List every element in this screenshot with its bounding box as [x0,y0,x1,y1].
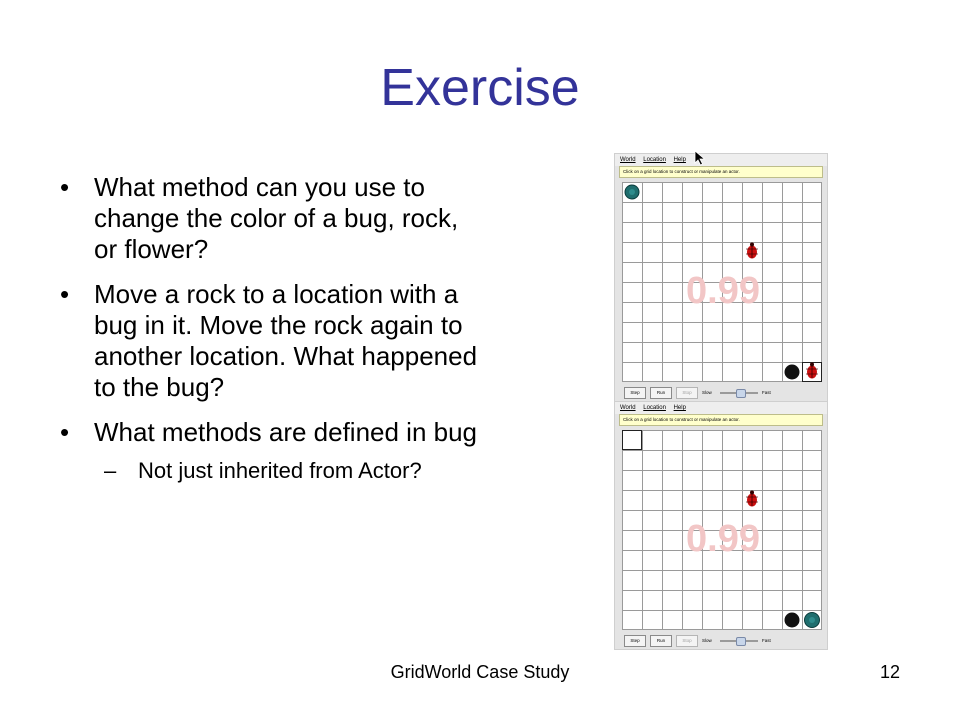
rock-icon[interactable] [785,613,800,628]
bullet-text: What method can you use to change the color of a bug, rock, or flower? [94,172,459,264]
menu-world[interactable]: World [620,157,636,163]
page-number: 12 [879,662,900,682]
stop-button[interactable]: Stop [676,635,698,647]
sub-bullet-text: Not just inherited from Actor? [138,458,422,483]
step-button[interactable]: Step [624,387,646,399]
sub-bullet-item [60,458,480,484]
footer-title: GridWorld Case Study [390,662,570,682]
bug-icon[interactable] [803,363,822,382]
grid-panel[interactable] [622,182,822,382]
slow-label: Slow [702,390,712,395]
run-button[interactable]: Run [650,635,672,647]
menu-location[interactable]: Location [643,405,666,411]
flower-icon[interactable] [805,613,820,628]
run-button[interactable]: Run [650,387,672,399]
bug-icon[interactable] [746,243,758,259]
gridworld-window-after [614,401,828,650]
watermark: 0.99 [686,518,760,560]
bullet-list [60,172,480,484]
control-bar [615,387,827,401]
bug-icon[interactable] [746,491,758,507]
selected-cell[interactable] [623,431,642,450]
bullet-text: What methods are defined in bug [94,417,478,447]
watermark: 0.99 [686,270,760,312]
speed-slider-knob[interactable] [736,389,746,398]
bullet-symbol: • [60,417,70,447]
bullet-symbol: • [60,279,70,309]
flower-icon[interactable] [625,185,639,199]
stop-button[interactable]: Stop [676,387,698,399]
bullet-item [60,279,480,403]
speed-slider-knob[interactable] [736,637,746,646]
bullet-text: Move a rock to a location with a bug in it. Move the rock again to another location. What happened to the bug? [94,279,478,402]
bullet-item [60,172,480,265]
menu-help[interactable]: Help [673,405,686,411]
control-bar [615,635,827,649]
mouse-cursor-icon [694,150,706,166]
message-bar: Click on a grid location to construct or manipulate an actor. [619,414,823,426]
gridworld-window-before [614,153,828,402]
grid-panel[interactable] [622,430,822,630]
step-button[interactable]: Step [624,635,646,647]
bullet-item [60,417,480,448]
slide-title: Exercise [380,59,580,117]
fast-label: Fast [762,390,771,395]
menu-help[interactable]: Help [673,157,686,163]
dash-symbol: – [104,458,117,483]
slow-label: Slow [702,638,712,643]
menu-bar [615,154,827,166]
fast-label: Fast [762,638,771,643]
menu-world[interactable]: World [620,405,636,411]
message-bar: Click on a grid location to construct or manipulate an actor. [619,166,823,178]
menu-location[interactable]: Location [643,157,666,163]
rock-icon[interactable] [785,365,800,380]
menu-bar [615,402,827,414]
bullet-symbol: • [60,172,70,202]
